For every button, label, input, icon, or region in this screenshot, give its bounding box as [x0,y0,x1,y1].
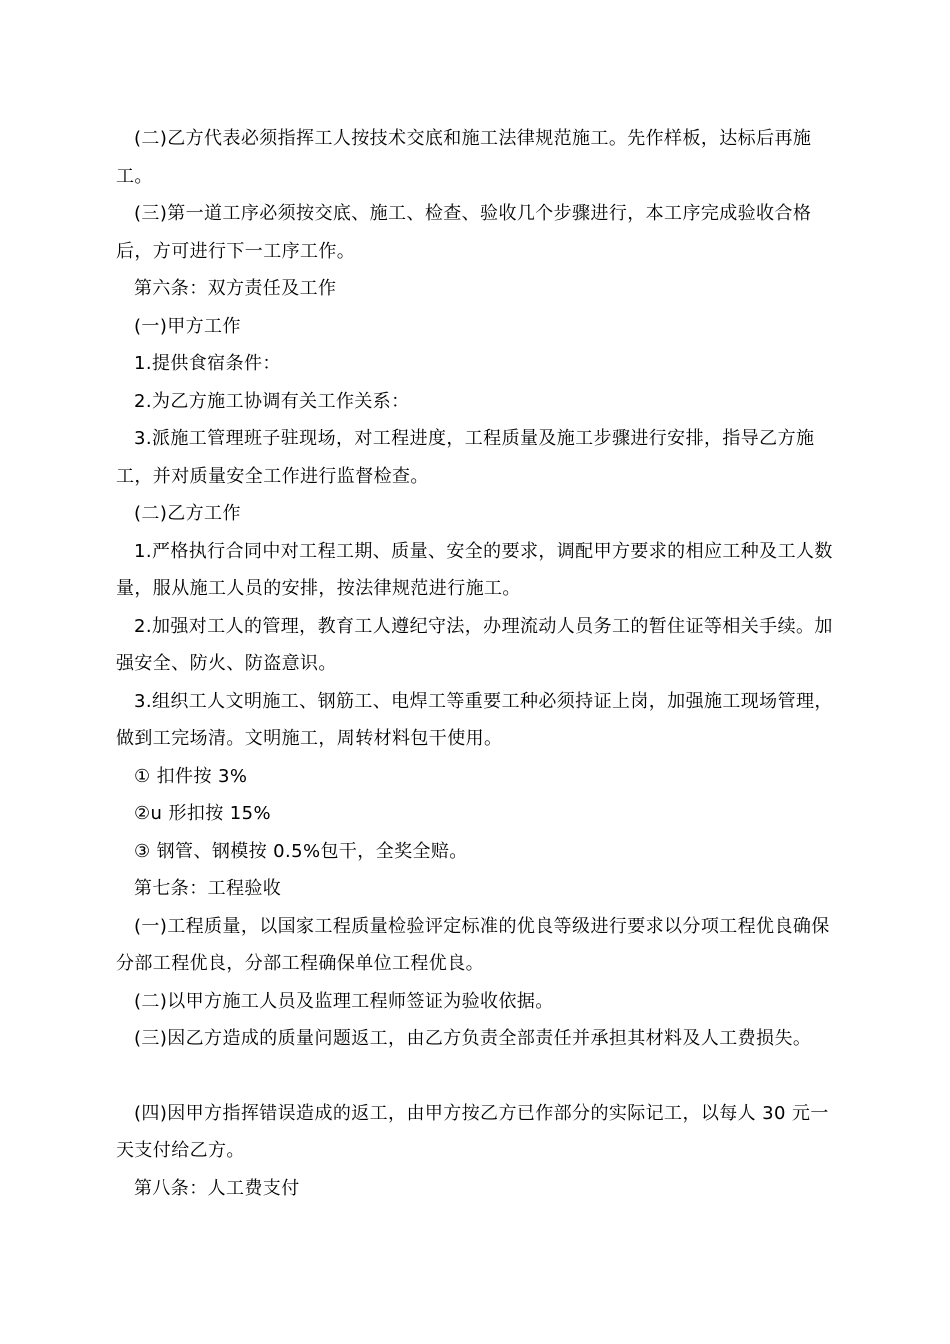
acceptance-item-3: (三)因乙方造成的质量问题返工，由乙方负责全部责任并承担其材料及人工费损失。 [134,1028,812,1049]
party-b-item-1: 1.严格执行合同中对工程工期、质量、安全的要求，调配甲方要求的相应工种及工人数量，服从施工人员的安排，按法律规范进行施工。 [116,540,833,599]
party-a-item-3: 3.派施工管理班子驻现场，对工程进度，工程质量及施工步骤进行安排，指导乙方施工，并对质量安全工作进行监督检查。 [116,428,815,487]
party-b-item-2: 2.加强对工人的管理，教育工人遵纪守法，办理流动人员务工的暂住证等相关手续。加强安全、防火、防盗意识。 [116,615,833,674]
article-6-heading: 第六条：双方责任及工作 [134,278,337,299]
acceptance-item-1: (一)工程质量，以国家工程质量检验评定标准的优良等级进行要求以分项工程优良确保分部工程优良，分部工程确保单位工程优良。 [116,915,830,974]
party-b-item-3: 3.组织工人文明施工、钢筋工、电焊工等重要工种必须持证上岗，加强施工现场管理，做到工完场清。文明施工，周转材料包干使用。 [116,690,833,749]
allowance-item-2: ②u 形扣按 15% [134,803,271,824]
allowance-item-1: ① 扣件按 3% [134,765,248,787]
acceptance-item-2: (二)以甲方施工人员及监理工程师签证为验收依据。 [134,990,554,1012]
party-b-work-heading: (二)乙方工作 [134,503,241,524]
party-a-work-heading: (一)甲方工作 [134,315,241,337]
article-8-heading: 第八条：人工费支付 [134,1177,300,1199]
paragraph-clause-5-3: (三)第一道工序必须按交底、施工、检查、验收几个步骤进行，本工序完成验收合格后，方可进行下一工序工作。 [116,203,812,262]
document-body [116,120,846,1207]
paragraph-clause-5-2: (二)乙方代表必须指挥工人按技术交底和施工法律规范施工。先作样板，达标后再施工。 [116,128,812,187]
party-a-item-1: 1.提供食宿条件： [134,353,281,374]
party-a-item-2: 2.为乙方施工协调有关工作关系： [134,390,410,412]
allowance-item-3: ③ 钢管、钢模按 0.5%包干，全奖全赔。 [134,840,468,862]
acceptance-item-4: (四)因甲方指挥错误造成的返工，由甲方按乙方已作部分的实际记工，以每人 30 元一天支付给乙方。 [116,1102,829,1161]
article-7-heading: 第七条：工程验收 [134,878,282,899]
